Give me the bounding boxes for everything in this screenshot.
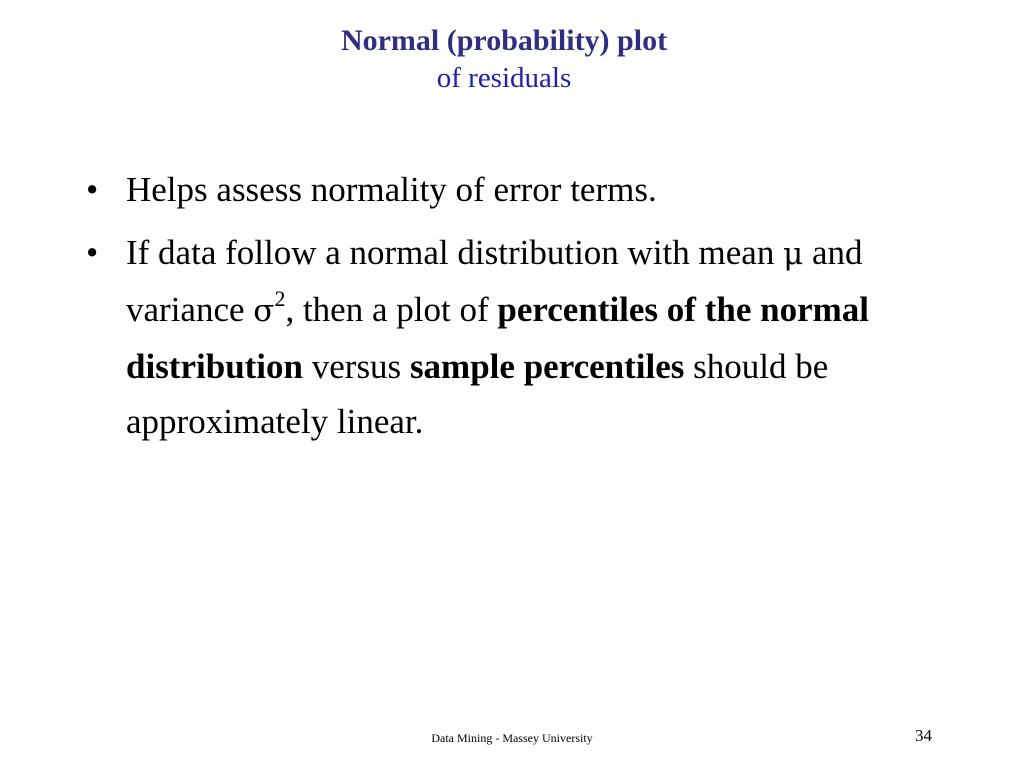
sigma-symbol: σ: [253, 293, 275, 329]
bullet-text-part: , then a plot of: [285, 290, 498, 329]
bullet-text-part: and variance: [126, 233, 863, 329]
page-number: 34: [915, 726, 932, 745]
bullet-item-2: [86, 225, 886, 449]
bold-term-sample-percentiles: sample percentiles: [409, 347, 685, 386]
bullet-marker: •: [86, 233, 99, 272]
title-main: Normal (probability) plot: [340, 24, 668, 57]
bullet-item-1: [86, 162, 886, 217]
exponent: 2: [274, 286, 286, 312]
title-subtitle: of residuals: [436, 62, 572, 94]
bullet-text-part: should be approximately linear.: [126, 347, 829, 441]
bullet-list: [86, 162, 886, 457]
footer-text: Data Mining - Massey University: [431, 731, 593, 745]
bullet-text-part: versus: [303, 347, 410, 386]
bullet-text: Helps assess normality of error terms.: [126, 170, 657, 209]
bullet-text-part: If data follow a normal distribution with mean: [126, 233, 784, 272]
mu-symbol: μ: [783, 236, 804, 272]
bold-term-normal-percentiles: percentiles of the normal distribution: [126, 290, 869, 386]
slide-title: [0, 22, 1008, 96]
bullet-marker: •: [86, 170, 99, 209]
